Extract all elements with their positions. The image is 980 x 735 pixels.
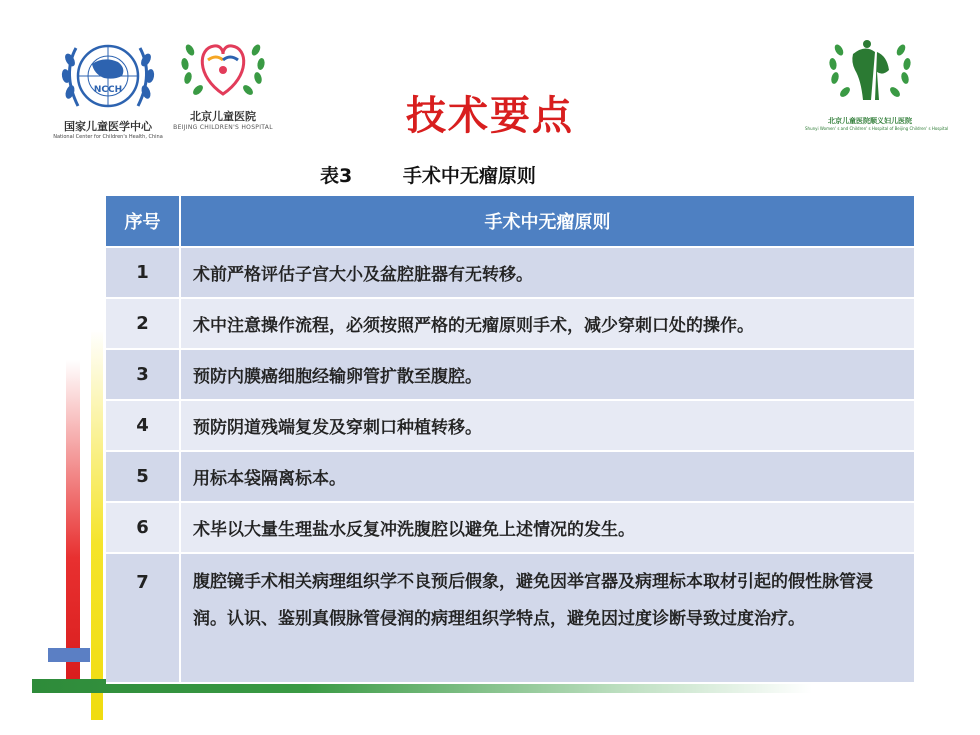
row-number: 7 (106, 554, 181, 682)
table-caption (320, 161, 536, 188)
svg-text:NCCH: NCCH (93, 85, 123, 95)
slide-title: 技术要点 (406, 93, 574, 139)
header-cell-principle: 手术中无瘤原则 (484, 212, 611, 233)
shunyi-logo-en: Shunyi Women' s and Children' s Hospital of Beijing Children' s Hospital (805, 126, 949, 131)
bch-logo-cn: 北京儿童医院 (190, 110, 256, 123)
row-text: 预防阴道残端复发及穿刺口种植转移。 (193, 418, 482, 438)
table-row (106, 299, 914, 350)
row-text: 术毕以大量生理盐水反复冲洗腹腔以避免上述情况的发生。 (193, 520, 635, 540)
row-number: 5 (106, 452, 181, 501)
table-row (106, 503, 914, 554)
row-number: 1 (106, 248, 181, 297)
row-text: 术中注意操作流程，必须按照严格的无瘤原则手术，减少穿刺口处的操作。 (193, 316, 754, 336)
principles-table (106, 196, 914, 684)
table-row (106, 452, 914, 503)
table-caption-number: 表3 (320, 165, 353, 187)
table-caption-title: 手术中无瘤原则 (402, 165, 536, 187)
row-number: 4 (106, 401, 181, 450)
table-row (106, 401, 914, 452)
decorative-blue-bar (48, 648, 90, 662)
nchh-logo-en: National Center for Children's Health, China (53, 134, 163, 140)
row-text: 术前严格评估子宫大小及盆腔脏器有无转移。 (193, 265, 533, 285)
nchh-logo-cn: 国家儿童医学中心 (64, 120, 152, 133)
row-number: 6 (106, 503, 181, 552)
row-text: 用标本袋隔离标本。 (193, 469, 346, 489)
table-row (106, 350, 914, 401)
table-header-row (106, 196, 914, 248)
row-number: 2 (106, 299, 181, 348)
decorative-red-bar (66, 360, 80, 690)
shunyi-logo-cn: 北京儿童医院顺义妇儿医院 (828, 117, 912, 125)
row-text: 腹腔镜手术相关病理组织学不良预后假象，避免因举宫器及病理标本取材引起的假性脉管浸润。认识、鉴别真假脉管侵润的病理组织学特点，避免因过度诊断导致过度治疗。 (193, 572, 873, 629)
table-row (106, 248, 914, 299)
decorative-yellow-bar (91, 330, 103, 720)
header-cell-number: 序号 (106, 196, 181, 246)
table-row (106, 554, 914, 684)
bch-logo-en: BEIJING CHILDREN'S HOSPITAL (173, 124, 273, 131)
row-number: 3 (106, 350, 181, 399)
row-text: 预防内膜癌细胞经输卵管扩散至腹腔。 (193, 367, 482, 387)
